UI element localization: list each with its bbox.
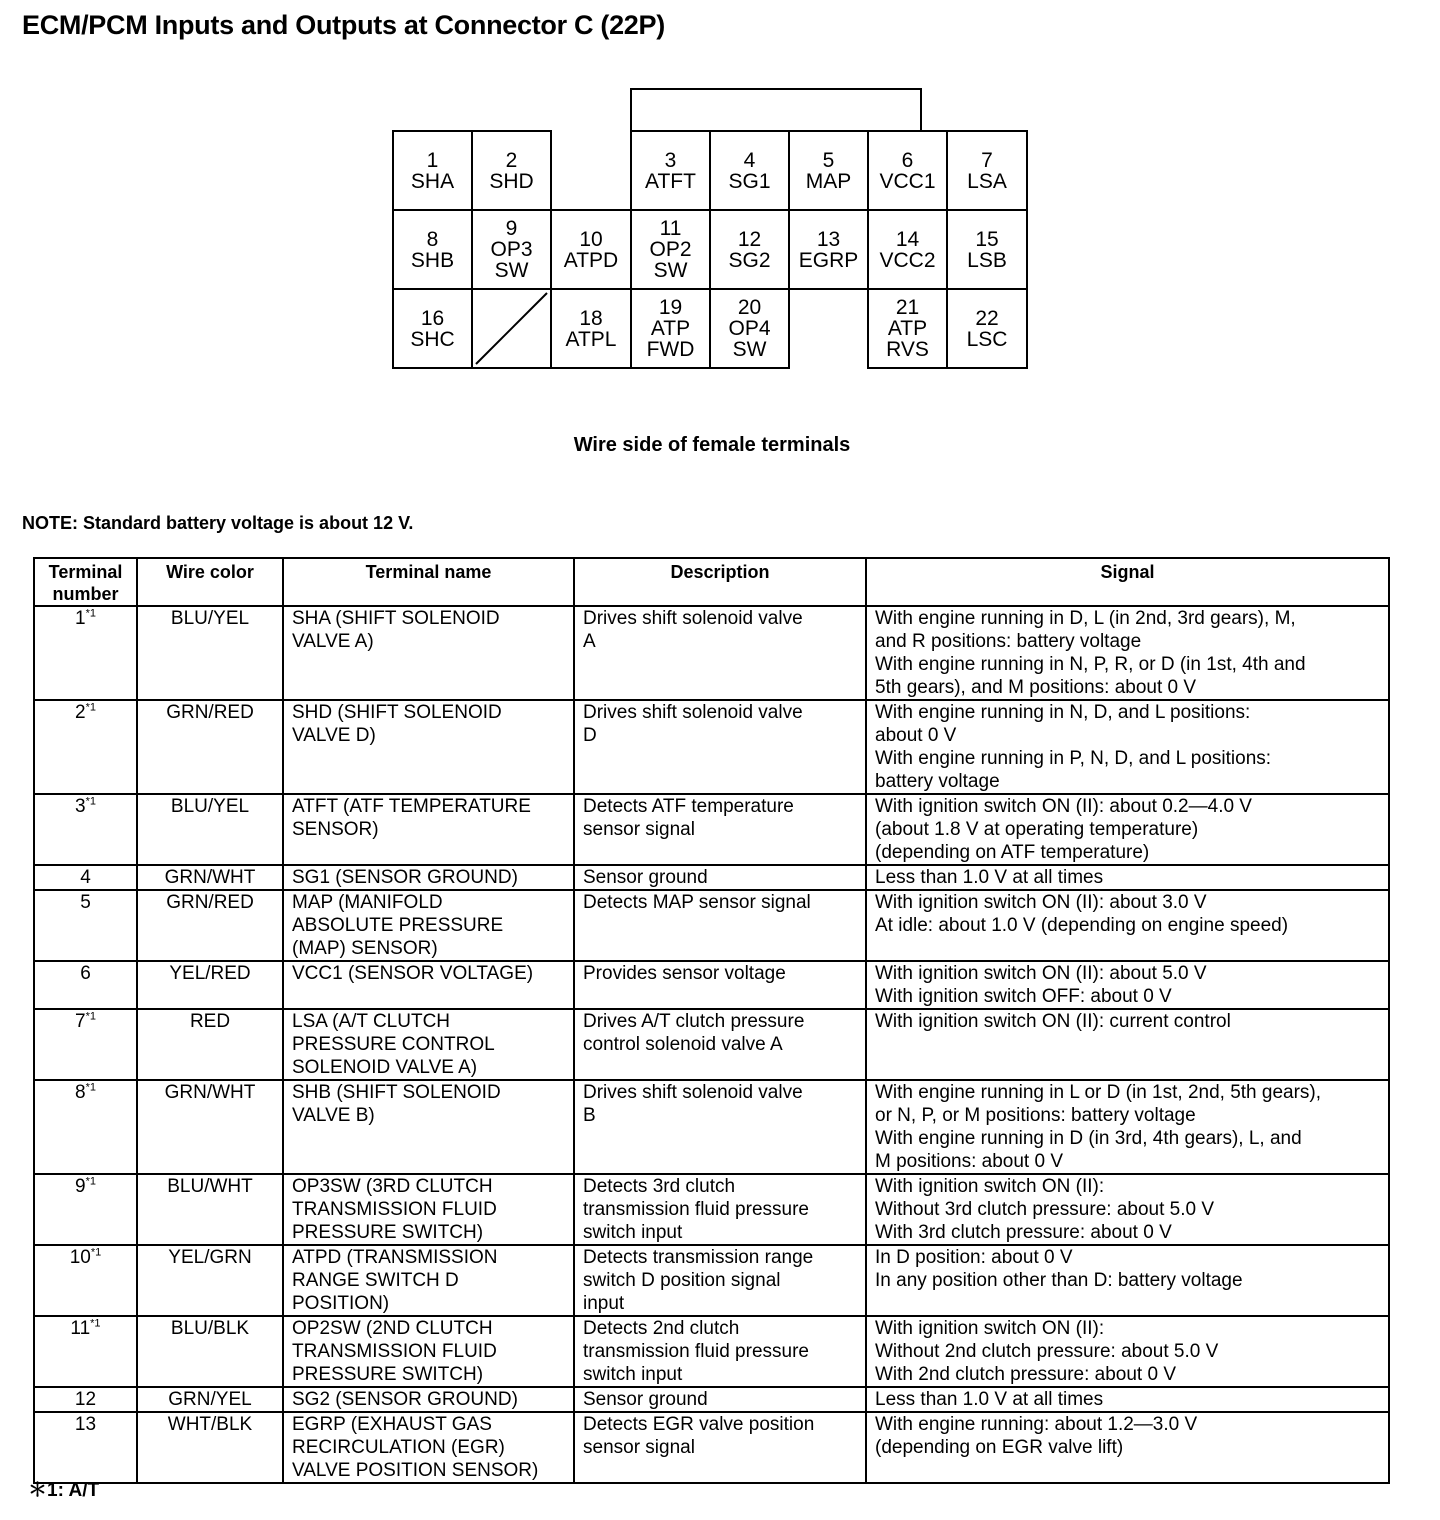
cell-signal: With ignition switch ON (II): about 5.0 V With ignition switch OFF: about 0 V [866, 961, 1389, 1009]
cell-terminal-name: LSA (A/T CLUTCH PRESSURE CONTROL SOLENOID VALVE A) [283, 1009, 574, 1080]
cell-description: Detects 2nd clutch transmission fluid pressure switch input [574, 1316, 866, 1387]
table-row [34, 1316, 1389, 1387]
table-row [34, 1245, 1389, 1316]
pin-number: 15 [975, 227, 999, 251]
io-table [33, 557, 1390, 1484]
cell-wire-color: RED [137, 1009, 283, 1080]
connector-key-tab [630, 88, 922, 132]
pin-signal: ATPD [563, 248, 619, 272]
pin-signal: SHB [410, 248, 455, 272]
cell-terminal-name: ATPD (TRANSMISSION RANGE SWITCH D POSITION) [283, 1245, 574, 1316]
cell-signal: With engine running in D, L (in 2nd, 3rd gears), M, and R positions: battery voltage With engine running in N, P, R, or D (in 1st, 4th and 5th gears), and M positions: about 0 V [866, 606, 1389, 700]
table-row [34, 961, 1389, 1009]
header-terminal-name: Terminal name [283, 558, 574, 606]
cell-signal: With engine running: about 1.2—3.0 V (depending on EGR valve lift) [866, 1412, 1389, 1483]
connector-pin [946, 130, 1028, 211]
cell-description: Drives shift solenoid valve B [574, 1080, 866, 1174]
cell-description: Provides sensor voltage [574, 961, 866, 1009]
pin-signal: MAP [805, 169, 852, 193]
table-row [34, 1009, 1389, 1080]
cell-wire-color: YEL/GRN [137, 1245, 283, 1316]
cell-signal: Less than 1.0 V at all times [866, 865, 1389, 890]
footnote-marker: *1 [85, 1175, 96, 1188]
table-row [34, 1387, 1389, 1412]
connector-caption: Wire side of female terminals [573, 434, 851, 456]
cell-wire-color: WHT/BLK [137, 1412, 283, 1483]
cell-description: Sensor ground [574, 1387, 866, 1412]
battery-note: NOTE: Standard battery voltage is about 12 V. [22, 513, 414, 533]
footnote-marker: *1 [85, 1081, 96, 1094]
header-signal: Signal [866, 558, 1389, 606]
terminal-number: 12 [74, 1389, 97, 1410]
cell-terminal-name: SHB (SHIFT SOLENOID VALVE B) [283, 1080, 574, 1174]
terminal-number: 9 [75, 1176, 86, 1197]
cell-description: Drives shift solenoid valve A [574, 606, 866, 700]
cell-signal: With ignition switch ON (II): current control [866, 1009, 1389, 1080]
pin-number: 19 [658, 296, 683, 319]
cell-terminal-number [34, 865, 137, 890]
cell-terminal-number [34, 606, 137, 700]
pin-number: 16 [420, 306, 445, 330]
cell-terminal-name: EGRP (EXHAUST GAS RECIRCULATION (EGR) VALVE POSITION SENSOR) [283, 1412, 574, 1483]
connector-pin [946, 288, 1028, 369]
header-wire-color: Wire color [137, 558, 283, 606]
cell-wire-color: BLU/YEL [137, 606, 283, 700]
table-header-row [34, 558, 1389, 606]
cell-terminal-number [34, 1245, 137, 1316]
cell-description: Drives shift solenoid valve D [574, 700, 866, 794]
connector-pin [471, 209, 552, 290]
terminal-number: 7 [75, 1011, 86, 1032]
terminal-number: 8 [75, 1082, 86, 1103]
connector-pin-unused [471, 288, 552, 369]
cell-signal: With ignition switch ON (II): Without 3rd clutch pressure: about 5.0 V With 3rd clutch pressure: about 0 V [866, 1174, 1389, 1245]
cell-wire-color: GRN/YEL [137, 1387, 283, 1412]
cell-description: Detects EGR valve position sensor signal [574, 1412, 866, 1483]
connector-pin [392, 209, 473, 290]
cell-signal: With engine running in L or D (in 1st, 2nd, 5th gears), or N, P, or M positions: battery voltage With engine running in D (in 3rd, 4th gears), L, and M positions: about 0 V [866, 1080, 1389, 1174]
cell-description: Detects MAP sensor signal [574, 890, 866, 961]
terminal-number: 1 [75, 608, 86, 629]
pin-number: 22 [975, 306, 999, 330]
pin-signal: SG2 [728, 248, 771, 272]
pin-number: 5 [822, 148, 835, 172]
cell-description: Sensor ground [574, 865, 866, 890]
cell-signal: With ignition switch ON (II): Without 2nd clutch pressure: about 5.0 V With 2nd clutch pressure: about 0 V [866, 1316, 1389, 1387]
connector-pin [709, 130, 790, 211]
pin-number: 14 [895, 227, 920, 251]
cell-terminal-name: VCC1 (SENSOR VOLTAGE) [283, 961, 574, 1009]
pin-number: 9 [505, 217, 518, 240]
cell-terminal-name: OP3SW (3RD CLUTCH TRANSMISSION FLUID PRESSURE SWITCH) [283, 1174, 574, 1245]
pin-number: 7 [981, 148, 993, 172]
table-row [34, 1412, 1389, 1483]
connector-pin [630, 209, 711, 290]
terminal-number: 11 [70, 1318, 91, 1339]
table-row [34, 1174, 1389, 1245]
pin-number: 8 [426, 227, 439, 251]
pin-number: 21 [895, 296, 920, 319]
connector-pin [788, 209, 869, 290]
connector-pin [709, 209, 790, 290]
table-row [34, 865, 1389, 890]
cell-terminal-number [34, 1174, 137, 1245]
cell-signal: In D position: about 0 V In any position other than D: battery voltage [866, 1245, 1389, 1316]
cell-signal: With ignition switch ON (II): about 3.0 V At idle: about 1.0 V (depending on engine speed) [866, 890, 1389, 961]
terminal-number: 5 [80, 892, 91, 913]
footnote-marker: *1 [85, 701, 96, 714]
table-row [34, 1080, 1389, 1174]
pin-number: 1 [426, 148, 439, 172]
footnote: ＊1: A/T [28, 1480, 100, 1501]
pin-number: 4 [743, 148, 756, 172]
footnote-marker: *1 [85, 1010, 96, 1023]
cell-signal: With engine running in N, D, and L positions: about 0 V With engine running in P, N, D, and L positions: battery voltage [866, 700, 1389, 794]
pin-signal: SG1 [728, 169, 771, 193]
cell-terminal-number [34, 1387, 137, 1412]
cell-terminal-name: SG1 (SENSOR GROUND) [283, 865, 574, 890]
pin-number: 20 [737, 296, 762, 319]
pin-signal: SHD [489, 169, 534, 193]
cell-terminal-number [34, 961, 137, 1009]
connector-pin [550, 288, 632, 369]
cell-terminal-name: ATFT (ATF TEMPERATURE SENSOR) [283, 794, 574, 865]
connector-pin [788, 130, 869, 211]
cell-wire-color: YEL/RED [137, 961, 283, 1009]
connector-pin [630, 130, 711, 211]
pin-signal: OP4 SW [728, 317, 771, 361]
connector-pin [550, 209, 632, 290]
pin-number: 3 [664, 148, 677, 172]
pin-signal: LSA [967, 169, 1007, 193]
connector-pin [867, 130, 948, 211]
cell-signal: Less than 1.0 V at all times [866, 1387, 1389, 1412]
pin-signal: SHC [410, 327, 455, 351]
page-title: ECM/PCM Inputs and Outputs at Connector C (22P) [22, 10, 665, 40]
cell-terminal-number [34, 1080, 137, 1174]
pin-number: 13 [816, 227, 841, 251]
pin-number: 11 [659, 217, 682, 240]
pin-number: 2 [505, 148, 518, 172]
header-description: Description [574, 558, 866, 606]
pin-signal: OP2 SW [649, 238, 692, 282]
connector-pin [867, 209, 948, 290]
cell-description: Detects transmission range switch D position signal input [574, 1245, 866, 1316]
pin-signal: ATP FWD [646, 317, 695, 361]
table-row [34, 794, 1389, 865]
cell-description: Detects 3rd clutch transmission fluid pressure switch input [574, 1174, 866, 1245]
cell-terminal-name: OP2SW (2ND CLUTCH TRANSMISSION FLUID PRESSURE SWITCH) [283, 1316, 574, 1387]
cell-wire-color: BLU/YEL [137, 794, 283, 865]
cell-wire-color: GRN/RED [137, 890, 283, 961]
connector-pin [392, 130, 473, 211]
footnote-marker: *1 [85, 795, 96, 808]
pin-signal: LSB [967, 248, 1007, 272]
footnote-marker: *1 [90, 1246, 102, 1259]
connector-pin [709, 288, 790, 369]
table-row [34, 606, 1389, 700]
cell-terminal-number [34, 1412, 137, 1483]
pin-number: 18 [579, 306, 603, 330]
terminal-number: 4 [80, 867, 91, 888]
cell-terminal-number [34, 890, 137, 961]
cell-terminal-number [34, 794, 137, 865]
pin-signal: LSC [966, 327, 1008, 351]
pin-signal: SHA [410, 169, 455, 193]
pin-signal: ATPL [565, 327, 617, 351]
connector-pin [630, 288, 711, 369]
pin-number: 10 [579, 227, 603, 251]
cell-wire-color: GRN/WHT [137, 1080, 283, 1174]
cell-wire-color: BLU/WHT [137, 1174, 283, 1245]
table-body [34, 606, 1389, 1483]
cell-signal: With ignition switch ON (II): about 0.2—4.0 V (about 1.8 V at operating temperature) (depending on ATF temperature) [866, 794, 1389, 865]
connector-pin [946, 209, 1028, 290]
cell-terminal-name: SHA (SHIFT SOLENOID VALVE A) [283, 606, 574, 700]
pin-signal: ATFT [645, 169, 696, 193]
cell-terminal-number [34, 1009, 137, 1080]
connector-pin [867, 288, 948, 369]
table-row [34, 700, 1389, 794]
terminal-number: 2 [75, 702, 86, 723]
pin-number: 6 [901, 148, 914, 172]
terminal-number: 6 [80, 963, 91, 984]
cell-description: Detects ATF temperature sensor signal [574, 794, 866, 865]
cell-wire-color: BLU/BLK [137, 1316, 283, 1387]
cell-terminal-name: MAP (MANIFOLD ABSOLUTE PRESSURE (MAP) SENSOR) [283, 890, 574, 961]
connector-pin [471, 130, 552, 211]
footnote-marker: *1 [85, 607, 96, 620]
header-terminal-number: Terminal number [34, 558, 137, 606]
table-row [34, 890, 1389, 961]
pin-signal: EGRP [798, 248, 859, 272]
cell-terminal-name: SHD (SHIFT SOLENOID VALVE D) [283, 700, 574, 794]
connector-pin [392, 288, 473, 369]
terminal-number: 13 [74, 1414, 97, 1435]
pin-signal: OP3 SW [490, 238, 533, 282]
cell-terminal-name: SG2 (SENSOR GROUND) [283, 1387, 574, 1412]
terminal-number: 3 [75, 796, 86, 817]
pin-number: 12 [737, 227, 762, 251]
terminal-number: 10 [69, 1247, 91, 1268]
cell-wire-color: GRN/WHT [137, 865, 283, 890]
footnote-marker: *1 [90, 1317, 101, 1330]
pin-signal: VCC1 [879, 169, 936, 193]
cell-description: Drives A/T clutch pressure control solenoid valve A [574, 1009, 866, 1080]
cell-wire-color: GRN/RED [137, 700, 283, 794]
cell-terminal-number [34, 700, 137, 794]
pin-signal: ATP RVS [886, 317, 929, 361]
cell-terminal-number [34, 1316, 137, 1387]
unused-slash-icon [473, 290, 550, 367]
pin-signal: VCC2 [879, 248, 936, 272]
